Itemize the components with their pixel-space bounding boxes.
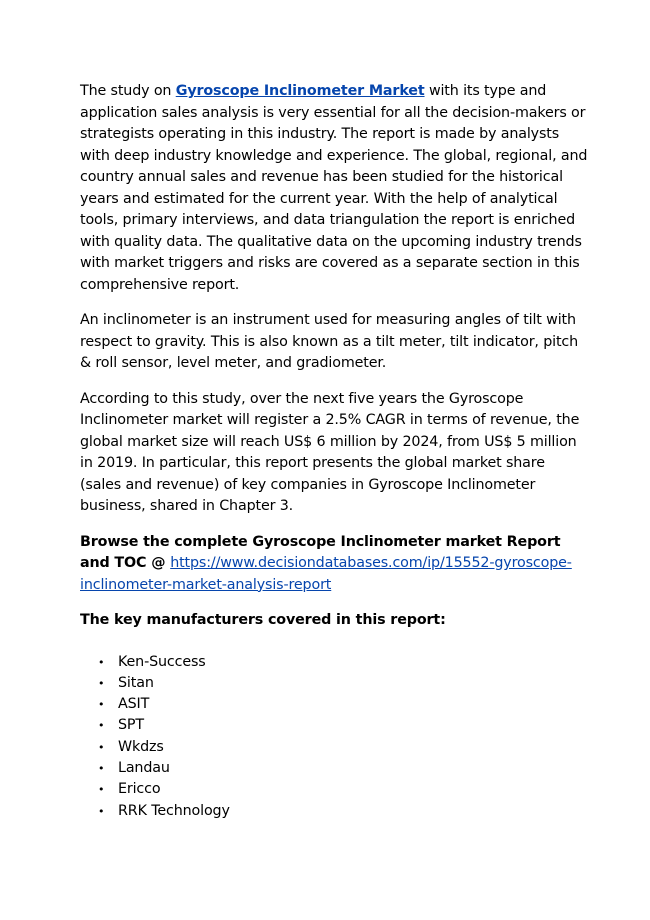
manufacturer-name: RRK Technology xyxy=(118,802,230,819)
manufacturer-name: SPT xyxy=(118,717,144,734)
browse-label: Browse the complete Gyroscope Inclinometer market Report and TOC @ xyxy=(80,533,561,571)
intro-prefix: The study on xyxy=(80,83,176,99)
list-item xyxy=(98,694,590,715)
bullet-icon: • xyxy=(98,698,105,712)
list-item xyxy=(98,673,590,694)
bullet-icon: • xyxy=(98,783,105,797)
manufacturers-heading: The key manufacturers covered in this report: xyxy=(80,612,446,628)
list-item xyxy=(98,801,590,822)
market-report-link[interactable]: Gyroscope Inclinometer Market xyxy=(175,83,425,99)
browse-report-paragraph xyxy=(80,532,590,597)
manufacturer-name: Sitan xyxy=(118,674,154,691)
definition-paragraph: An inclinometer is an instrument used for measuring angles of tilt with respect to gravity. This is also known as a tilt meter, tilt indicator, pitch & roll sensor, level meter, and gradiometer. xyxy=(80,312,579,371)
list-item xyxy=(98,652,590,673)
manufacturer-name: Ericco xyxy=(118,781,161,798)
manufacturer-name: Ken-Success xyxy=(118,653,206,670)
manufacturers-list xyxy=(80,652,590,822)
intro-paragraph xyxy=(80,81,590,296)
intro-body: with its type and application sales analysis is very essential for all the decision-makers or strategists operating in this industry. The report is made by analysts with deep industry knowledge and experience. The global, regional, and country annual sales and revenue has been studied for the historical years and estimated for the current year. With the help of analytical tools, primary interviews, and data triangulation the report is enriched with quality data. The qualitative data on the upcoming industry trends with market triggers and risks are covered as a separate section in this comprehensive report. xyxy=(80,83,588,293)
forecast-paragraph: According to this study, over the next five years the Gyroscope Inclinometer market will register a 2.5% CAGR in terms of revenue, the global market size will reach US$ 6 million by 2024, from US$ 5 million in 2019. In particular, this report presents the global market share (sales and revenue) of key companies in Gyroscope Inclinometer business, shared in Chapter 3. xyxy=(80,390,580,514)
bullet-icon: • xyxy=(98,719,105,733)
manufacturer-name: Wkdzs xyxy=(118,738,164,755)
bullet-icon: • xyxy=(98,676,105,690)
list-item xyxy=(98,715,590,736)
bullet-icon: • xyxy=(98,655,105,669)
bullet-icon: • xyxy=(98,804,105,818)
report-url-link[interactable]: https://www.decisiondatabases.com/ip/15552-gyroscope-inclinometer-market-analysis-report xyxy=(80,555,572,593)
list-item xyxy=(98,758,590,779)
bullet-icon: • xyxy=(98,740,105,754)
list-item xyxy=(98,737,590,758)
bullet-icon: • xyxy=(98,761,105,775)
list-item xyxy=(98,779,590,800)
manufacturer-name: Landau xyxy=(118,759,170,776)
manufacturer-name: ASIT xyxy=(118,696,150,713)
